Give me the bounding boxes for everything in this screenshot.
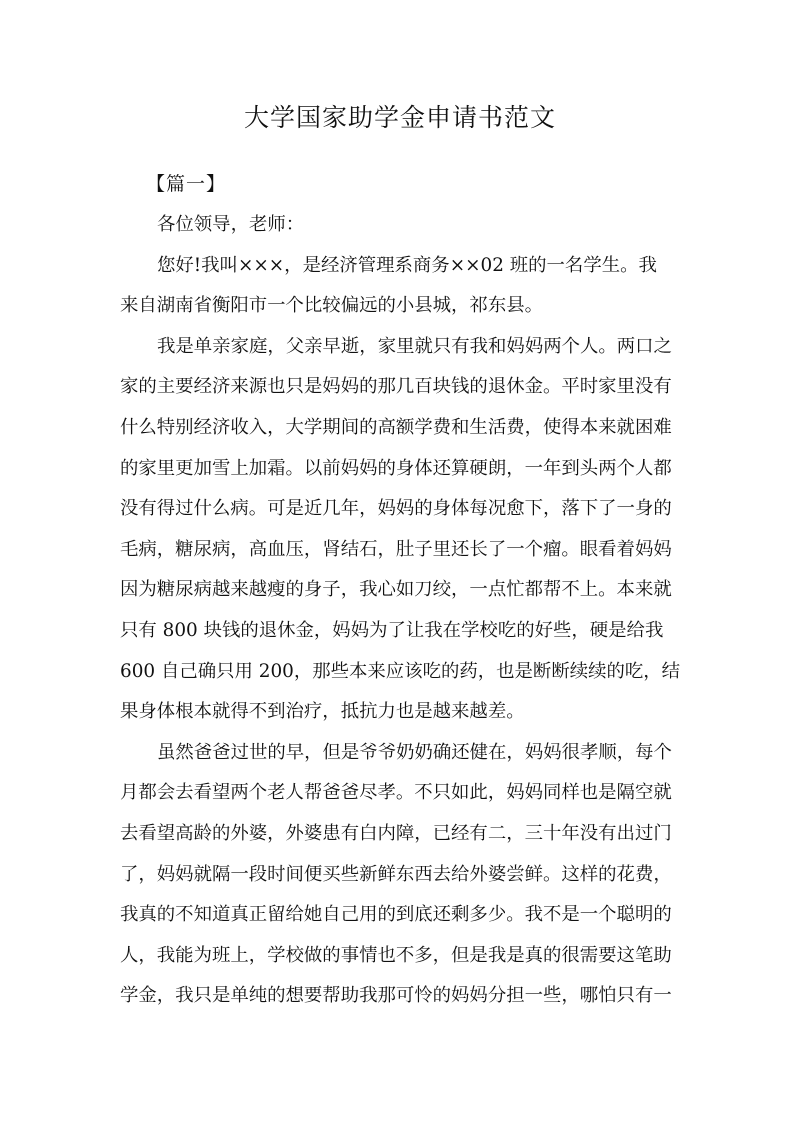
text-line: 了，妈妈就隔一段时间便买些新鲜东西去给外婆尝鲜。这样的花费， (120, 863, 672, 885)
text-line: 月都会去看望两个老人帮爸爸尽孝。不只如此，妈妈同样也是隔空就 (120, 782, 672, 804)
text-line: 只有 800 块钱的退休金，妈妈为了让我在学校吃的好些，硬是给我 (120, 619, 664, 641)
text-line: 我真的不知道真正留给她自己用的到底还剩多少。我不是一个聪明的 (120, 904, 672, 926)
text-line: 我是单亲家庭，父亲早逝，家里就只有我和妈妈两个人。两口之 (157, 335, 672, 357)
text-line: 来自湖南省衡阳市一个比较偏远的小县城，祁东县。 (120, 295, 543, 317)
text-line: 虽然爸爸过世的早，但是爷爷奶奶确还健在，妈妈很孝顺，每个 (157, 741, 672, 763)
text-line: 学金，我只是单纯的想要帮助我那可怜的妈妈分担一些，哪怕只有一 (120, 985, 672, 1007)
text-line: 毛病，糖尿病，高血压，肾结石，肚子里还长了一个瘤。眼看着妈妈 (120, 538, 672, 560)
text-line: 您好!我叫×××，是经济管理系商务××02 班的一名学生。我 (157, 254, 657, 276)
text-line: 因为糖尿病越来越瘦的身子，我心如刀绞，一点忙都帮不上。本来就 (120, 579, 672, 601)
text-line: 各位领导，老师： (157, 214, 305, 235)
text-line: 什么特别经济收入，大学期间的高额学费和生活费，使得本来就困难 (120, 416, 672, 438)
document-title: 大学国家助学金申请书范文 (243, 103, 556, 132)
text-line: 没有得过什么病。可是近几年，妈妈的身体每况愈下，落下了一身的 (120, 498, 672, 520)
text-line: 的家里更加雪上加霜。以前妈妈的身体还算硬朗，一年到头两个人都 (120, 457, 672, 479)
text-line: 果身体根本就得不到治疗，抵抗力也是越来越差。 (120, 701, 525, 723)
text-line: 600 自己确只用 200，那些本来应该吃的药，也是断断续续的吃，结 (120, 660, 681, 682)
section-heading: 【篇一】 (146, 173, 227, 195)
text-line: 去看望高龄的外婆，外婆患有白内障，已经有二，三十年没有出过门 (120, 822, 672, 844)
document-body (120, 205, 690, 1017)
text-line: 家的主要经济来源也只是妈妈的那几百块钱的退休金。平时家里没有 (120, 376, 672, 398)
text-line: 人，我能为班上，学校做的事情也不多，但是我是真的很需要这笔助 (120, 944, 672, 966)
